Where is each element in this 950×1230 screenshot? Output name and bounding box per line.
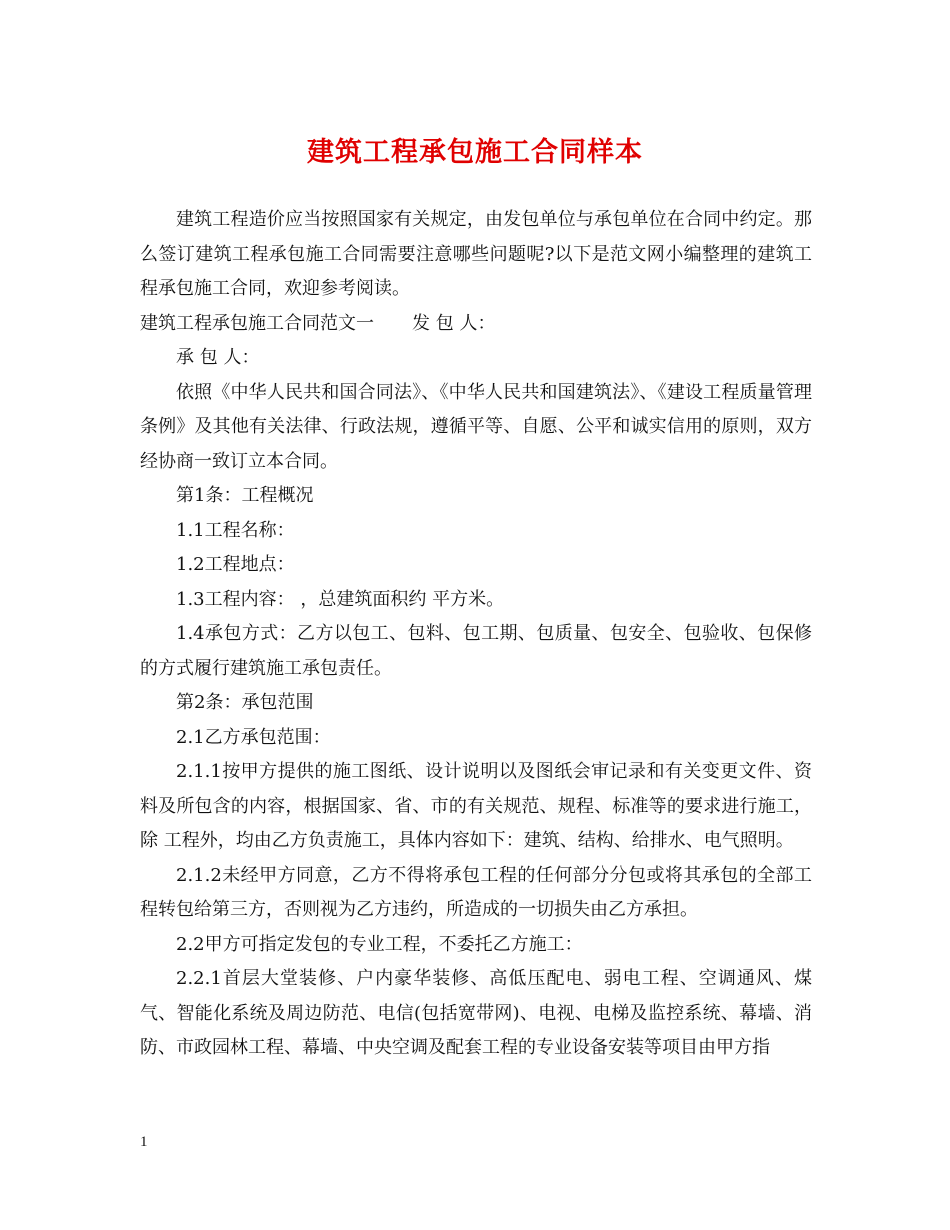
page-number: 1 xyxy=(140,1134,148,1150)
clause-1-3: 1.3工程内容： ，总建筑面积约 平方米。 xyxy=(176,588,505,610)
document-body xyxy=(140,203,812,1066)
clause-1-1: 1.1工程名称： xyxy=(176,519,295,541)
example-heading-line xyxy=(140,307,812,342)
clause-2-2-1: 2.2.1首层大堂装修、户内豪华装修、高低压配电、弱电工程、空调通风、煤气、智能化系统及周边防范、电信(包括宽带网)、电视、电梯及监控系统、幕墙、消防、市政园林工程、幕墙、中央空调及配套工程的专业设备安装等项目由甲方指 xyxy=(140,968,812,1058)
article-2-heading: 第2条：承包范围 xyxy=(176,692,314,713)
paragraph-legal-basis: 依照《中华人民共和国合同法》、《中华人民共和国建筑法》、《建设工程质量管理条例》及其他有关法律、行政法规，遵循平等、自愿、公平和诚实信用的原则，双方经协商一致订立本合同。 xyxy=(140,381,812,472)
clause-1-2: 1.2工程地点： xyxy=(176,554,295,575)
party-b-label: 承 包 人： xyxy=(176,347,260,368)
clause-2-1: 2.1乙方承包范围： xyxy=(176,726,331,748)
document-title: 建筑工程承包施工合同样本 xyxy=(307,137,643,168)
article-1-heading: 第1条：工程概况 xyxy=(176,485,314,506)
clause-2-1-1: 2.1.1按甲方提供的施工图纸、设计说明以及图纸会审记录和有关变更文件、资料及所包含的内容，根据国家、省、市的有关规范、规程、标准等的要求进行施工，除 工程外，均由乙方负责施工，具体内容如下：建筑、结构、给排水、电气照明。 xyxy=(140,761,812,851)
clause-2-2: 2.2甲方可指定发包的专业工程，不委托乙方施工： xyxy=(176,933,583,955)
clause-1-4: 1.4承包方式：乙方以包工、包料、包工期、包质量、包安全、包验收、包保修的方式履行建筑施工承包责任。 xyxy=(140,623,812,679)
paragraph-intro: 建筑工程造价应当按照国家有关规定，由发包单位与承包单位在合同中约定。那么签订建筑工程承包施工合同需要注意哪些问题呢?以下是范文网小编整理的建筑工程承包施工合同，欢迎参考阅读。 xyxy=(140,209,812,299)
clause-2-1-2: 2.1.2未经甲方同意，乙方不得将承包工程的任何部分分包或将其承包的全部工程转包给第三方，否则视为乙方违约，所造成的一切损失由乙方承担。 xyxy=(140,864,812,920)
party-a-label: 发 包 人： xyxy=(412,312,496,334)
example-heading: 建筑工程承包施工合同范文一 xyxy=(140,312,374,334)
